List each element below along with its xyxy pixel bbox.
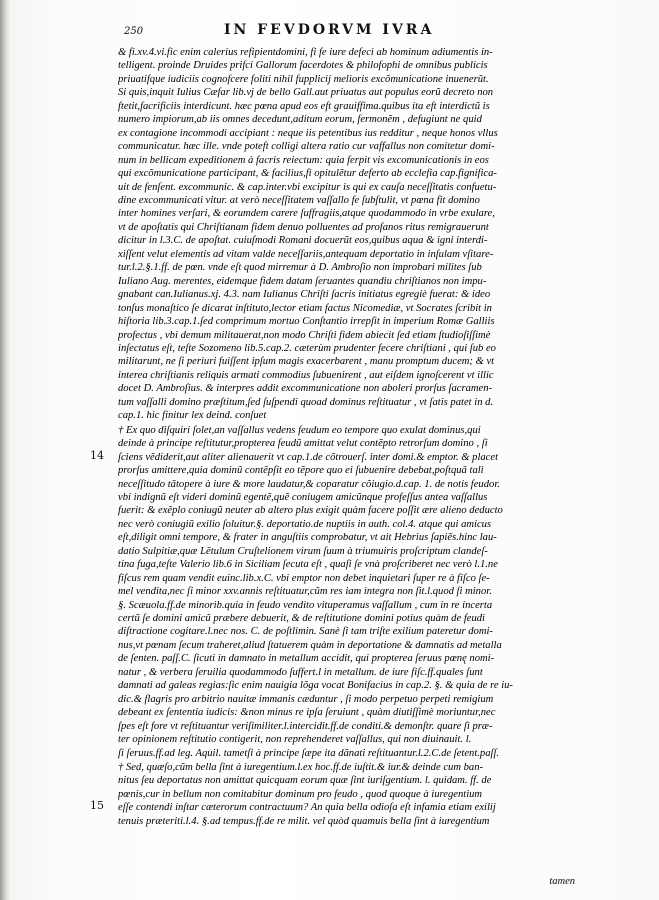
- binding-gutter: [0, 0, 10, 900]
- text-line: pœnis,cur in bellum non comitabitur dominum pro feudo , quod quoque à iuregentium: [118, 788, 483, 800]
- text-line: vt de apoſtatis qui Chriſtianam fidem denuo polluentes ad profanos ritus remigrauerunt: [118, 221, 489, 233]
- text-line: neceſſitudo tãtopere à iure & more laudatur,& coparatur cõiugio.d.cap. 1. de notis feudor.: [118, 478, 500, 490]
- text-line: uit de fenſent. excommunic. & cap.inter.vbi excipitur is qui ex cauſa neceſſitatis confuetu-: [118, 181, 497, 193]
- body-text: [118, 46, 592, 828]
- text-line: dicitur in l.3.C. de apoſtat. cuiuſmodi Romani docuerũt eos,quibus aqua & igni interdi-: [118, 235, 488, 247]
- text-line: mel vendita,nec ſi minor xxv.annis reſtituatur,cũm res iam integra non ſit.l.quod ſi minor.: [118, 586, 492, 598]
- text-line: inſectatus eſt, teſte Sozomeno lib.5.cap.2. cæterùm prudenter fecere chriſtiani , qui ſub eo: [118, 342, 496, 354]
- text-line: profectus , vbi demum militauerat,non modo Chriſti fidem abiecit ſed etiam ſtudioſiſſimè: [118, 329, 491, 341]
- text-line: diſtractione cogitare.l.nec nos. C. de poſtlimin. Sanè ſi tam triſte exilium pateretur domi-: [118, 626, 493, 638]
- text-line: eſſe contendi inſtar cæterorum contractuum? An quia bella odioſa eſt infamia etiam exilij: [118, 802, 496, 814]
- text-line: Si quis,inquit Iulius Cæfar lib.vj de bello Gall.aut priuatus aut populus eorũ decreto non: [118, 87, 494, 99]
- text-line: numero impiorum,ab iis omnes decedunt,aditum eorum, fermonẽm , defugiunt ne quid: [118, 114, 482, 126]
- text-line: tum vaſſalli domino præſtitum,ſed ſuſpendi quoad dominus reſtituatur , vt ſatis patet in d.: [118, 396, 494, 408]
- text-line: militarunt, ne ſi periuri fuiſſent ipſum magis exacerbarent , manu promptum ducem; & vt: [118, 356, 495, 368]
- text-line: interea chriſtianis reliquis armati commodius ſubuenirent , aut eiſdem ignoſcerent vt illic: [118, 369, 494, 381]
- text-line: qui excõmunicatione participant, & facilius,fi opitulẽtur deferto ab ecclefia cap.fignifica-: [118, 168, 497, 180]
- catchword: tamen: [549, 876, 575, 887]
- text-line: fiſcus rem quam vendit euinc.lib.x.C. vbi emptor non debet inquietari ſuper re à fiſco ſe-: [118, 572, 490, 584]
- text-line: † Ex quo diſquiri ſolet,an vaſſallus vedens feudum eo tempore quo exulat dominus,qui: [118, 424, 481, 436]
- text-line: ſpes eſt fore vt reſtituantur veriſimiliter.l.intercidit.ff.de conditi.& demonſtr. quare ſi præ-: [118, 720, 493, 732]
- paragraph-marker: 15: [90, 799, 104, 812]
- text-line: datio Sulpitiæ,quæ Lẽtulum Cruſtelionem virum ſuum à triumuiris proſcriptum clandeſ-: [118, 545, 488, 557]
- text-line: nus,vt pœnam ſecum traheret,aliud ſtatuerem quàm in deportatione & damnatis ad metalla: [118, 639, 502, 651]
- text-line: eſt,diligit omni tempore, & frater in anguſtiis comprobatur, vt ait Hebrius ſapiẽs.hinc lau-: [118, 532, 497, 544]
- page-header: [124, 22, 644, 42]
- text-line: communicatur. hæc ille. vnde poteft colligi altera ratio cur vaffallus non comitetur domi-: [118, 141, 495, 153]
- text-line: natur , & verbera ſeruilia quodammodo ſuffert.l in metallum. de iure fiſc.ff.quales ſunt: [118, 666, 483, 678]
- text-line: deinde à principe reſtitutur,propterea feudũ amittat velut contẽpto retrorſum domino , ſi: [118, 438, 488, 450]
- text-line: nec verò coniugiũ exilio ſoluitur.§. deportatio.de nuptiis in auth. col.4. atque qui amicus: [118, 518, 492, 530]
- text-line: docet D. Ambroſius. & interpres addit excommunicatione non aboleri prorſus ſacramen-: [118, 383, 493, 395]
- text-line: de ſenten. paſſ.C. ſicuti in damnato in metallum accidit, qui propterea ſeruus pœnę nomi-: [118, 653, 495, 665]
- text-line: ſi ſeruus.ff.ad leg. Aquil. tametſi à principe ſæpe ita dãnati reſtituantur.l.2.C.de ſetent.paſſ.: [118, 747, 500, 759]
- text-line: tina fuga,teſte Valerio lib.6 in Siciliam ſecuta eſt , quaſi ſe vnà proſcriberet nec verò l.1.ne: [118, 559, 498, 571]
- text-line: dic.& flagris pro arbitrio nauitæ immanis cæduntur , ſi modo perpetuo perpeti remigium: [118, 693, 494, 705]
- paragraph: [118, 46, 592, 423]
- text-line: tur.l.2.§.1.ff. de pœn. vnde eſt quod mirremur à D. Ambroſio non improbari milites ſub: [118, 262, 482, 274]
- text-line: ter opinionem reſtitutio contigerit, non reprehenderet vaſſallus, qui non diuinauit. l.: [118, 734, 472, 746]
- text-line: cap.1. hic finitur lex deind. conſuet: [118, 410, 267, 422]
- text-line: priuatifque iudiciis cognofcere foliti nihil fupplicij melioris excõmunicatione inuenerũt.: [118, 73, 489, 85]
- text-line: tenuis præteriti.l.4. §.ad tempus.ff.de re milit. vel quòd quamuis bella ſint à iuregentium: [118, 815, 490, 827]
- text-line: xiſſent velut elementis ad vitam valde neceſſariis,antequam deportatio in inſulam vſitare-: [118, 248, 494, 260]
- running-title: IN FEVDORVM IVRA: [224, 22, 435, 38]
- paragraph-marker: 14: [90, 449, 104, 462]
- text-line: §. Scæuola.ff.de minorib.quia in feudo vendito vituperamus vaſſallum , cum in re incerta: [118, 599, 493, 611]
- text-line: certũ ſe domini amicũ præbere debuerit, & de reſtitutione domini potius quàm de feudi: [118, 613, 485, 625]
- text-line: prorſus amittere,quia dominũ contẽpſit eo tẽpore quo ei ſubuenire debebat,poſtquã tali: [118, 465, 484, 477]
- text-line: damnati ad galeas regias:ſic enim nauigia lõga vocat Bonifacius in cap.2. §. & quia de re iu-: [118, 680, 513, 692]
- page-number: 250: [124, 26, 144, 37]
- text-line: ſciens vẽdiderit,aut aliter alienauerit vt cap.1.de cõtrouerſ. inter domi.& emptor. & placet: [118, 451, 499, 463]
- text-line: & fi.xv.4.vi.fic enim calerius refipientdomini, fi fe iure defeci ab hominum adiumentis in-: [118, 47, 493, 58]
- text-line: ftetit,facrificiis interdicunt. hæc pœna apud eos eft grauiffima.quibus ita eft interdictũ is: [118, 100, 490, 112]
- text-line: telligent. proinde Druides prifci Gallorum facerdotes & philofophi de omnibus publicis: [118, 60, 488, 72]
- text-line: † Sed, quæſo,cũm bella ſint à iuregentium.l.ex hoc.ff.de iuſtit.& iur.& deinde cum ban-: [118, 762, 484, 774]
- text-line: nitus ſeu deportatus non amittat quicquam eorum quæ ſint iuriſgentium. l. quidam. ff. de: [118, 775, 492, 787]
- paragraph: [118, 424, 592, 760]
- text-line: hiſtoria lib.3.cap.1.ſed comprimum mortuo Conſtantio irrepſit in imperium Romæ Galliis: [118, 316, 495, 328]
- text-line: ex contagione incommodi accipiant : neque iis petentibus ius redditur , neque honos vllus: [118, 127, 498, 139]
- paragraph: [118, 761, 592, 828]
- text-line: fuerit: & exẽplo coniugũ neuter ab altero plus exigit quàm facere poſſit ære alieno deducto: [118, 505, 503, 517]
- text-line: num in bellicam expeditionem à facris reiectum: quia ferpit vis excomunicationis in eos: [118, 154, 489, 166]
- text-line: Iuliano Aug. merentes, eidemque fidem datam ſeruantes quandiu chriſtianos non impu-: [118, 275, 487, 287]
- text-line: gnabant can.Iulianus.xj. 4.3. nam Iulianus Chriſti ſacris initiatus egregiè fuerat: & ideo: [118, 289, 491, 301]
- text-line: debeant ex ſententia iudicis: &non minus re ipſa ſeruiunt , quàm diutiſſimè moriuntur,nec: [118, 707, 496, 719]
- text-line: dine excommunicati vitur. at verò neceſſitatem vaſſallo fe ſubſtulit, vt pœna fit domino: [118, 194, 480, 206]
- text-line: tonſus monaſtico ſe dicarat inſtituto,lector etiam factus Nicomediæ, vt Socrates ſcribit in: [118, 302, 492, 314]
- text-line: vbi indignũ eſt videri dominũ egentẽ,quẽ coniugem amicũnque profeſſus antea vaſſallus: [118, 491, 488, 503]
- text-line: inter homines verſari, & eorumdem carere ſuffragiis,atque quodammodo in vrbe exulare,: [118, 208, 495, 220]
